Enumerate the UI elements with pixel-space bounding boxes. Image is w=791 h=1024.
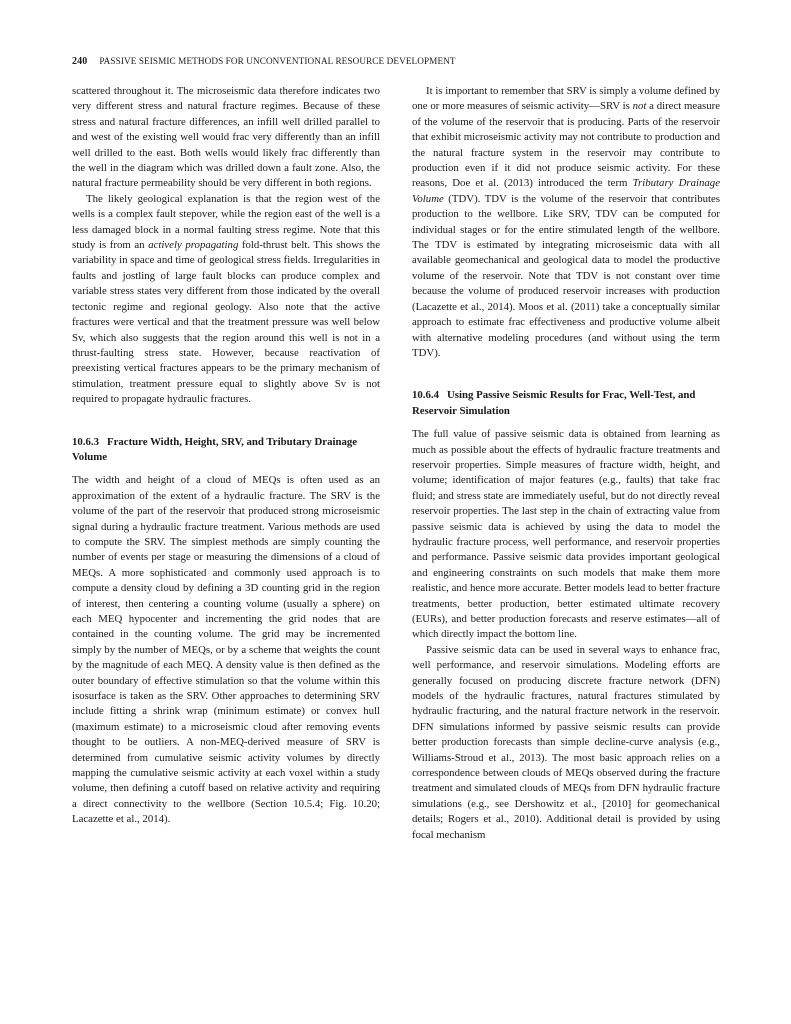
paragraph-full-value: The full value of passive seismic data is obtained from learning as much as possible about the effects of hydraulic fracture treatments and reservoir properties. Simple measures of fracture width, height, and volume; identification of major features (e.g., faults) that take frac fluid; and stress state are immediately useful, but do not directly reveal reservoir properties. The last step in the chain of extracting value from passive seismic data is achieved by using the data to model the hydraulic fracture process, well performance, and reservoir properties and performance. Passive seismic data provides important geological and engineering constraints on such models that make them more realistic, and hence more accurate. Better models lead to better fracture treatments, better production, better estimated ultimate recovery (EURs), and better production forecasts and reserve estimates—all of which directly impact the bottom line. [412,428,720,641]
paragraph-tdv [412,84,720,361]
paragraph-text: (TDV). TDV is the volume of the reservoir that contributes production to the wellbore. Like SRV, TDV can be computed for individual stages or for the entire stimulated length of the wellbore. The TDV is estimated by integrating microseismic data with all available geomechanical and geological data to model the productive volume of the reservoir. Note that TDV is not constant over time because the volume of produced reservoir increases with production (Lacazette et al., 2014). Moos et al. (2011) take a conceptually similar approach to estimate frac effectiveness and productive volume albeit with alternative modeling procedures (and without using the term TDV). [412,192,720,359]
section-heading-10-6-3 [72,435,380,466]
paragraph-simulations: Passive seismic data can be used in several ways to enhance frac, well performance, and reservoir simulations. Modeling efforts are generally focused on producing discrete fracture network (DFN) models of the hydraulic fractures, natural fractures stimulated by hydraulic fracturing, and the natural fracture network in the reservoir. DFN simulations informed by passive seismic results can provide better production forecasts than simple decline-curve analysis (e.g., Williams-Stroud et al., 2013). The most basic approach relies on a correspondence between clouds of MEQs observed during the fracture treatment and simulated clouds of MEQs from DFN hydraulic fracture simulations (e.g., see Dershowitz et al., [2010] for geomechanical details; Rogers et al., 2010). Additional detail is provided by using focal mechanism [412,643,720,841]
paragraph-srv: The width and height of a cloud of MEQs is often used as an approximation of the extent of a hydraulic fracture. The SRV is the volume of the part of the reservoir that produced strong microseismic signal during a hydraulic fracture treatment. Various methods are used to compute the SRV. The simplest methods are simply counting the number of events per stage or measuring the dimensions of a cloud of MEQs. A more sophisticated and commonly used approach is to compute a density cloud by defining a 3D counting grid in the region of interest, then centering a counting volume (usually a sphere) on each MEQ hypocenter and incrementing the grid nodes that are contained in the counting volume. The grid may be incremented simply by the number of MEQs, or by a scheme that weights the count by the magnitude of each MEQ. A density value is then defined as the outer boundary of effective stimulation so that the volume within this isosurface is taken as the SRV. Other approaches to determining SRV include fitting a shrink wrap (minimum estimate) or convex hull (maximum estimate) to a microseismic cloud after removing events thought to be outliers. A non-MEQ-derived measure of SRV is determined from cumulative seismic activity volumes by directly mapping the cumulative seismic activity at each voxel within a study volume, then defining a cutoff based on relative activity and requiring a direct connectivity to the wellbore (Section 10.5.4; Fig. 10.20; Lacazette et al., 2014). [72,474,380,826]
paragraph-continued: scattered throughout it. The microseismic data therefore indicates two very different stress and natural fracture regimes. Because of these stress and natural fracture differences, an infill well drilled parallel to and west of the existing well would frac very differently than an infill well drilled to the east. Both wells would likely frac differently than the well in the diagram which was drilled down a fault zone. Also, the natural fracture permeability should be very different in both regions. [72,85,380,190]
paragraph-text: fold-thrust belt. This shows the variability in space and time of geological stress fields. Irregularities in faults and jostling of large fault blocks can produce complex and variable stress states very different from those indicated by the overall tectonic regime and regional geology. Also note that the active fractures were vertical and that the treatment pressure was well below Sv, which also suggests that the region around this well is not in a thrust-faulting stress state. However, because reactivation of preexisting vertical fractures appears to be the primary mechanism of stimulation, treatment pressure equal to slightly above Sv is not required to propagate hydraulic fractures. [72,239,380,406]
paragraph-text: It is important to remember that SRV is simply a volume defined by one or more measures of seismic activity—SRV is [412,85,720,113]
right-column [412,84,720,843]
paragraph-geology [72,192,380,408]
running-header [72,56,722,67]
emphasis-text: Tributary Drainage Volume [412,177,720,205]
section-number: 10.6.4 [412,389,439,402]
paragraph-text: a direct measure of the volume of the reservoir that is producing. Parts of the reservoir that exhibit microseismic activity may not contribute to production and the natural fracture system in the reservoir may contribute to production even if it did not produce seismic activity. For these reasons, Doe et al. (2013) introduced the term [412,100,720,190]
section-heading-10-6-4 [412,388,720,419]
left-column [72,84,380,828]
emphasis-text: not [632,100,647,113]
emphasis-text: actively propagating [148,239,239,252]
page-number: 240 [72,56,88,67]
section-number: 10.6.3 [72,435,99,448]
paragraph-text: The likely geological explanation is that the region west of the wells is a complex fault stepover, while the region east of the well is a less damaged block in a normal faulting stress regime. Note that this study is from an [72,192,380,252]
section-title: Using Passive Seismic Results for Frac, Well-Test, and Reservoir Simulation [412,389,696,417]
section-title: Fracture Width, Height, SRV, and Tributary Drainage Volume [72,435,358,463]
running-title: PASSIVE SEISMIC METHODS FOR UNCONVENTIONAL RESOURCE DEVELOPMENT [99,56,456,66]
